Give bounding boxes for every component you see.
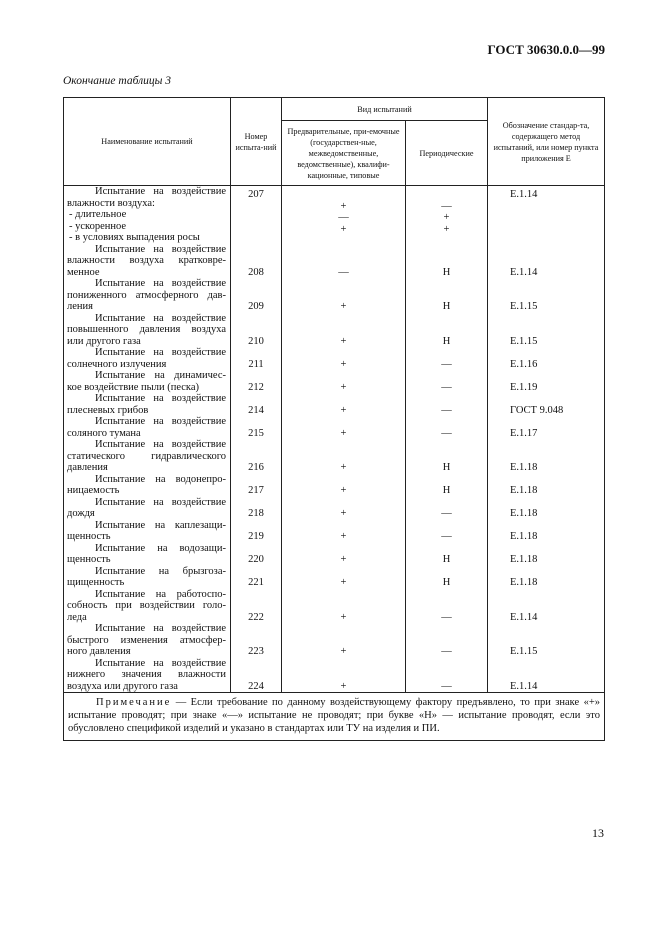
- sub-test-label: - в условиях выпадения росы: [69, 232, 200, 243]
- preliminary-mark: +: [282, 474, 406, 497]
- test-name: Испытание на воздействие пониженного атмосферного дав-ления: [67, 278, 226, 312]
- standard-ref: Е.1.19: [488, 370, 605, 393]
- test-name: Испытание на водозащи-щенность: [67, 542, 226, 565]
- table-row: [64, 589, 605, 624]
- standard-ref: Е.1.18: [488, 474, 605, 497]
- test-name: Испытание на воздействие быстрого изменения атмосфер-ного давления: [67, 623, 226, 657]
- column-header-test-type: Вид испытаний: [282, 98, 488, 121]
- preliminary-mark: +: [340, 200, 347, 212]
- table-caption: Окончание таблицы 3: [63, 75, 171, 87]
- periodic-mark: —: [406, 393, 488, 416]
- test-number: 210: [231, 313, 282, 348]
- preliminary-mark: +: [282, 623, 406, 658]
- test-number: 219: [231, 520, 282, 543]
- standard-ref: Е.1.14: [488, 244, 605, 279]
- preliminary-mark: +: [282, 497, 406, 520]
- test-name: Испытание на воздействие солнечного излучения: [67, 347, 226, 370]
- note-row: [64, 693, 605, 741]
- periodic-mark: —: [406, 347, 488, 370]
- preliminary-mark: +: [282, 416, 406, 439]
- test-number: 218: [231, 497, 282, 520]
- periodic-mark: —: [406, 497, 488, 520]
- standard-ref: Е.1.18: [488, 566, 605, 589]
- standard-ref: Е.1.15: [488, 278, 605, 313]
- periodic-mark: Н: [406, 313, 488, 348]
- standard-ref: Е.1.16: [488, 347, 605, 370]
- table-row: [64, 623, 605, 658]
- table-row: [64, 520, 605, 543]
- periodic-mark: Н: [406, 278, 488, 313]
- test-name-cell: [64, 416, 231, 439]
- preliminary-mark: +: [282, 566, 406, 589]
- column-header-name: Наименование испытаний: [64, 98, 231, 186]
- preliminary-mark: +: [282, 658, 406, 693]
- periodic-mark: —: [406, 416, 488, 439]
- test-name: Испытание на воздействие соляного тумана: [67, 416, 226, 439]
- test-name: Испытание на брызгоза-щищенность: [67, 565, 226, 588]
- test-name: Испытание на воздействие дождя: [67, 496, 226, 519]
- periodic-mark: Н: [406, 543, 488, 566]
- test-name: Испытание на водонепро-ницаемость: [67, 473, 226, 496]
- table-row: [64, 416, 605, 439]
- preliminary-mark: +: [282, 313, 406, 348]
- preliminary-cell: [282, 186, 406, 244]
- test-name-cell: [64, 474, 231, 497]
- standard-ref: Е.1.17: [488, 416, 605, 439]
- test-name: Испытание на воздействие нижнего значения влажности воздуха или другого газа: [67, 657, 226, 692]
- table-row: [64, 497, 605, 520]
- test-name-cell: [64, 623, 231, 658]
- sub-test-label: - длительное: [69, 209, 127, 220]
- table-row: [64, 313, 605, 348]
- note-text: — Если требование по данному воздействующему фактору предъявлено, то при знаке «+» испытание проводят; при знаке «—» испытание не проводят; при букве «Н» — испытание проводят, если это обусловлено спецификой изделий и указано в стандартах или ТУ на изделия и ПИ.: [68, 697, 601, 734]
- standard-ref: Е.1.18: [488, 439, 605, 474]
- test-name-cell: [64, 244, 231, 279]
- periodic-mark: Н: [406, 439, 488, 474]
- table-row: [64, 566, 605, 589]
- preliminary-mark: +: [340, 223, 347, 235]
- test-number: 223: [231, 623, 282, 658]
- periodic-mark: Н: [406, 474, 488, 497]
- test-name-cell: [64, 520, 231, 543]
- standard-ref: Е.1.18: [488, 497, 605, 520]
- table-row: [64, 658, 605, 693]
- test-name-cell: [64, 497, 231, 520]
- test-name: Испытание на воздействие влажности воздуха кратковре-менное: [67, 243, 226, 278]
- page-number: 13: [592, 826, 604, 840]
- periodic-mark: Н: [406, 244, 488, 279]
- column-header-standard: Обозначение стандар-та, содержащего метод испытаний, или номер пункта приложения Е: [488, 98, 605, 186]
- preliminary-mark: —: [282, 244, 406, 279]
- preliminary-mark: +: [282, 278, 406, 313]
- standard-ref: Е.1.14: [488, 589, 605, 624]
- test-number: 208: [231, 244, 282, 279]
- preliminary-mark: +: [282, 589, 406, 624]
- periodic-mark: —: [406, 370, 488, 393]
- note-label: Примечание: [96, 697, 172, 708]
- standard-ref: Е.1.15: [488, 623, 605, 658]
- periodic-mark: —: [406, 520, 488, 543]
- table-row: [64, 244, 605, 279]
- test-name: Испытание на динамичес-кое воздействие пыли (песка): [67, 370, 226, 393]
- test-name-cell: [64, 313, 231, 348]
- standard-ref: Е.1.14: [488, 186, 605, 244]
- test-name-cell: [64, 439, 231, 474]
- table-row: [64, 186, 605, 244]
- preliminary-mark: +: [282, 347, 406, 370]
- periodic-cell: [406, 186, 488, 244]
- table-row: [64, 393, 605, 416]
- test-name-cell: [64, 347, 231, 370]
- test-name: Испытание на воздействие статического гидравлического давления: [67, 439, 226, 473]
- table-row: [64, 278, 605, 313]
- test-number: 207: [231, 186, 282, 244]
- standard-ref: Е.1.18: [488, 520, 605, 543]
- test-number: 216: [231, 439, 282, 474]
- test-number: 212: [231, 370, 282, 393]
- test-number: 222: [231, 589, 282, 624]
- periodic-mark: —: [406, 658, 488, 693]
- periodic-mark: —: [441, 200, 452, 212]
- document-code: ГОСТ 30630.0.0—99: [487, 42, 605, 57]
- test-name-cell: [64, 543, 231, 566]
- test-name: Испытание на воздействие повышенного давления воздуха или другого газа: [67, 312, 226, 347]
- test-name-cell: [64, 566, 231, 589]
- test-number: 217: [231, 474, 282, 497]
- preliminary-mark: +: [282, 520, 406, 543]
- note: [64, 693, 605, 741]
- test-number: 209: [231, 278, 282, 313]
- periodic-mark: +: [443, 223, 450, 235]
- sub-test-label: - ускоренное: [69, 220, 127, 232]
- periodic-mark: Н: [406, 566, 488, 589]
- periodic-mark: —: [406, 623, 488, 658]
- test-number: 214: [231, 393, 282, 416]
- preliminary-mark: +: [282, 439, 406, 474]
- test-name-cell: [64, 278, 231, 313]
- test-name-cell: [64, 393, 231, 416]
- column-header-periodic: Периодические: [406, 121, 488, 186]
- test-name: Испытание на каплезащи-щенность: [67, 519, 226, 542]
- test-number: 215: [231, 416, 282, 439]
- test-name-cell: [64, 589, 231, 624]
- table-row: [64, 439, 605, 474]
- test-name: Испытание на воздействие плесневых грибов: [67, 393, 226, 416]
- table-body: [64, 186, 605, 693]
- test-name: Испытание на воздействие влажности воздуха:: [67, 186, 226, 209]
- test-number: 211: [231, 347, 282, 370]
- test-name-cell: [64, 370, 231, 393]
- standard-ref: Е.1.15: [488, 313, 605, 348]
- table-row: [64, 370, 605, 393]
- periodic-mark: —: [406, 589, 488, 624]
- tests-table: [63, 97, 605, 741]
- table-row: [64, 474, 605, 497]
- test-name-cell: [64, 186, 231, 244]
- test-number: 221: [231, 566, 282, 589]
- standard-ref: Е.1.18: [488, 543, 605, 566]
- column-header-preliminary: Предварительные, при-емочные (государствен-ные, межведомственные, ведомственные), квалифи-кационные, типовые: [282, 121, 406, 186]
- preliminary-mark: —: [338, 212, 349, 223]
- preliminary-mark: +: [282, 370, 406, 393]
- test-name: Испытание на работоспо-собность при воздействии голо-леда: [67, 588, 226, 623]
- test-name-cell: [64, 658, 231, 693]
- table-row: [64, 347, 605, 370]
- test-number: 224: [231, 658, 282, 693]
- periodic-mark: +: [443, 212, 450, 223]
- standard-ref: Е.1.14: [488, 658, 605, 693]
- table-row: [64, 543, 605, 566]
- test-number: 220: [231, 543, 282, 566]
- standard-ref: ГОСТ 9.048: [488, 393, 605, 416]
- column-header-number: Номер испыта-ний: [231, 98, 282, 186]
- preliminary-mark: +: [282, 543, 406, 566]
- preliminary-mark: +: [282, 393, 406, 416]
